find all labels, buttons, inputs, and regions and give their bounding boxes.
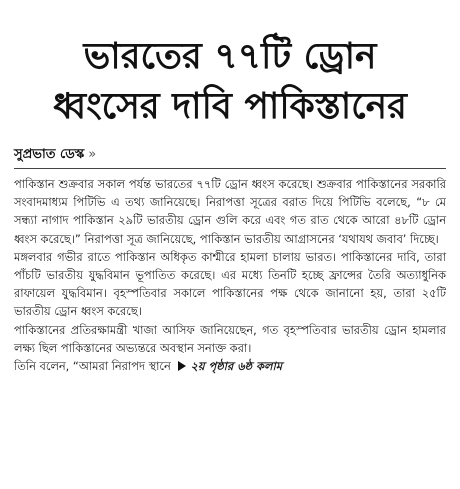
article-body (14, 175, 446, 375)
paragraph-1: পাকিস্তান শুক্রবার সকাল পর্যন্ত ভারতের ৭৭টি ড্রোন ধ্বংস করেছে। শুক্রবার পাকিস্তানের সরকারি সংবাদমাধ্যম পিটিভি এ তথ্য জানিয়েছে। নিরাপত্তা সূত্রের বরাত দিয়ে পিটিভি বলেছে, “৮ মে সন্ধ্যা নাগাদ পাকিস্তান ২৯টি ভারতীয় ড্রোন গুলি করে এবং গত রাত থেকে আরো ৪৮টি ড্রোন ধ্বংস করেছে।” নিরাপত্তা সূত্র জানিয়েছে, পাকিস্তান ভারতীয় আগ্রাসনের ‘যথাযথ জবাব’ দিচ্ছে। (14, 177, 446, 246)
byline-chevron-icon: » (88, 147, 97, 162)
continue-reference: ২য় পৃষ্ঠার ৬ষ্ঠ কলাম (190, 359, 283, 374)
headline-line-1: ভারতের ৭৭টি ড্রোন (83, 36, 377, 77)
paragraph-3: পাকিস্তানের প্রতিরক্ষামন্ত্রী খাজা আসিফ জানিয়েছেন, গত বৃহস্পতিবার ভারতীয় ড্রোন হামলার লক্ষ্য ছিল পাকিস্তানের অভ্যন্তরে অবস্থান সনাক্ত করা। (14, 322, 446, 355)
headline-line-2: ধ্বংসের দাবি পাকিস্তানের (53, 86, 407, 127)
byline-desk: সুপ্রভাত ডেস্ক (14, 147, 85, 162)
byline (14, 146, 446, 164)
paragraph-4 (14, 357, 446, 375)
paragraph-2: মঙ্গলবার গভীর রাতে পাকিস্তান অধিকৃত কাশ্মীরে হামলা চালায় ভারত। পাকিস্তানের দাবি, তারা পাঁচটি ভারতীয় যুদ্ধবিমান ভূপাতিত করেছে। এর মধ্যে তিনটি হচ্ছে ফ্রান্সের তৈরি অত্যাধুনিক রাফায়েল যুদ্ধবিমান। বৃহস্পতিবার সকালে পাকিস্তানের পক্ষ থেকে জানানো হয়, তারা ২৫টি ভারতীয় ড্রোন ধ্বংস করেছে। (14, 249, 446, 319)
byline-divider (14, 168, 446, 169)
last-line-text: তিনি বলেন, “আমরা নিরাপদ স্থানে (14, 359, 171, 374)
headline (14, 32, 446, 132)
continue-arrow-icon (178, 361, 186, 371)
